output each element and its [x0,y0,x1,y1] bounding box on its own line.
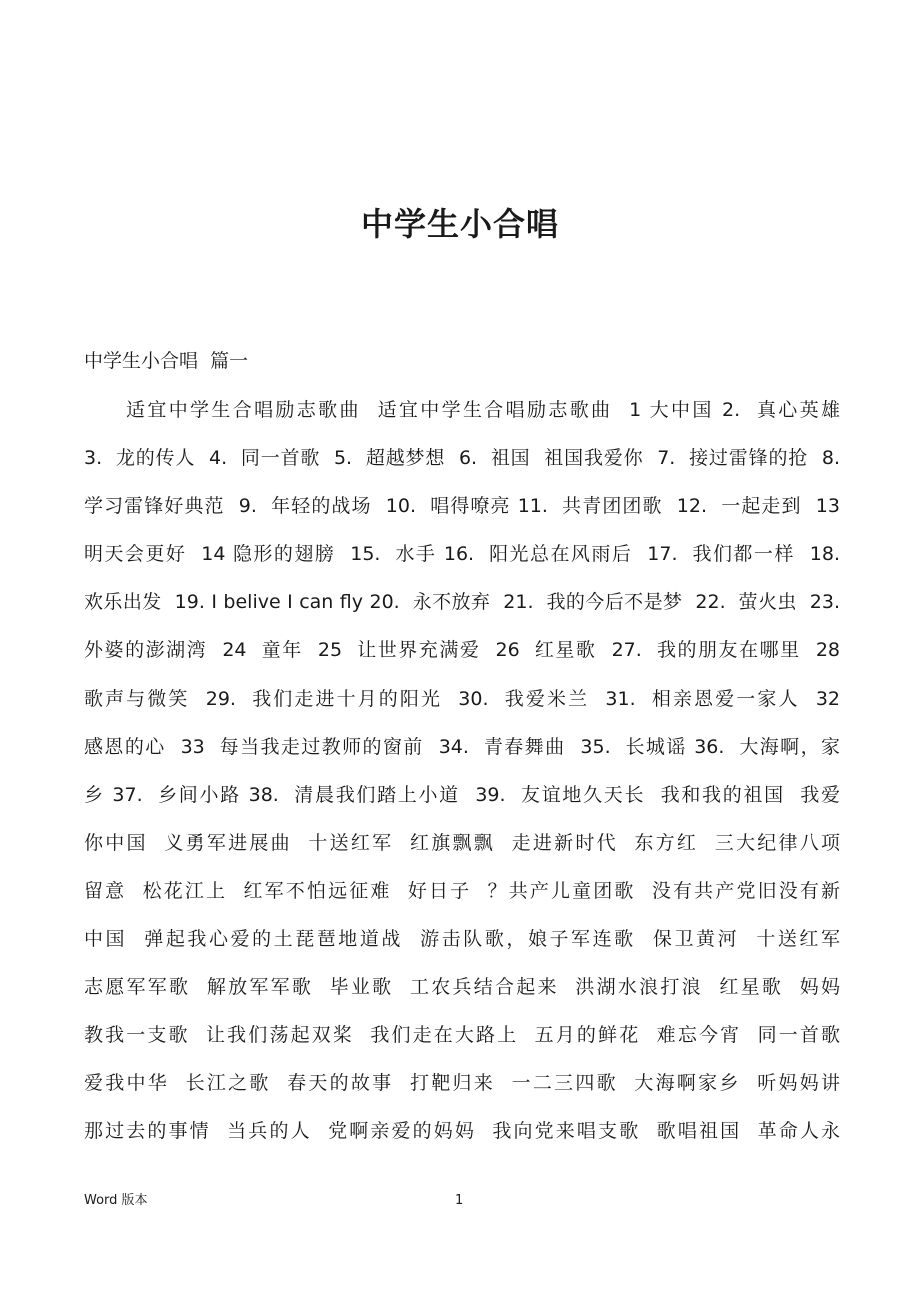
body-line: 歌声与微笑 29. 我们走进十月的阳光 30. 我爱米兰 31. 相亲恩爱一家人 32 [84,687,840,710]
body-line: 学习雷锋好典范 9. 年轻的战场 10. 唱得嘹亮 11. 共青团团歌 12. 一起走到 13 [84,495,840,518]
body-line: 欢乐出发 19. I belive I can fly 20. 永不放弃 21. 我的今后不是梦 22. 萤火虫 23. [84,591,840,614]
document-title: 中学生小合唱 [360,205,559,243]
body-line: 明天会更好 14 隐形的翅膀 15. 水手 16. 阳光总在风雨后 17. 我们都一样 18. [84,543,840,566]
body-line: 外婆的澎湖湾 24 童年 25 让世界充满爱 26 红星歌 27. 我的朋友在哪里 28 [84,639,840,662]
body-line: 你中国 义勇军进展曲 十送红军 红旗飘飘 走进新时代 东方红 三大纪律八项 [84,831,840,854]
body-line: 教我一支歌 让我们荡起双桨 我们走在大路上 五月的鲜花 难忘今宵 同一首歌 [84,1024,840,1047]
page-number: 1 [455,1193,464,1208]
body-paragraph [84,393,840,1163]
body-line: 感恩的心 33 每当我走过教师的窗前 34. 青春舞曲 35. 长城谣 36. 大海啊，家 [84,735,840,758]
body-line: 3. 龙的传人 4. 同一首歌 5. 超越梦想 6. 祖国 祖国我爱你 7. 接过雷锋的抢 8. [84,447,840,470]
section-heading: 中学生小合唱 篇一 [84,350,249,372]
body-line: 乡 37. 乡间小路 38. 清晨我们踏上小道 39. 友谊地久天长 我和我的祖国 我爱 [84,783,840,806]
footer-label: Word 版本 [84,1193,148,1208]
body-line: 中国 弹起我心爱的土琵琶地道战 游击队歌，娘子军连歌 保卫黄河 十送红军 [84,928,840,951]
body-line: 志愿军军歌 解放军军歌 毕业歌 工农兵结合起来 洪湖水浪打浪 红星歌 妈妈 [84,976,840,999]
body-line: 适宜中学生合唱励志歌曲 适宜中学生合唱励志歌曲 1 大中国 2. 真心英雄 [126,399,840,421]
body-line: 那过去的事情 当兵的人 党啊亲爱的妈妈 我向党来唱支歌 歌唱祖国 革命人永 [84,1120,840,1143]
body-line: 留意 松花江上 红军不怕远征难 好日子 ？共产儿童团歌 没有共产党旧没有新 [84,879,840,902]
body-line: 爱我中华 长江之歌 春天的故事 打靶归来 一二三四歌 大海啊家乡 听妈妈讲 [84,1072,840,1095]
